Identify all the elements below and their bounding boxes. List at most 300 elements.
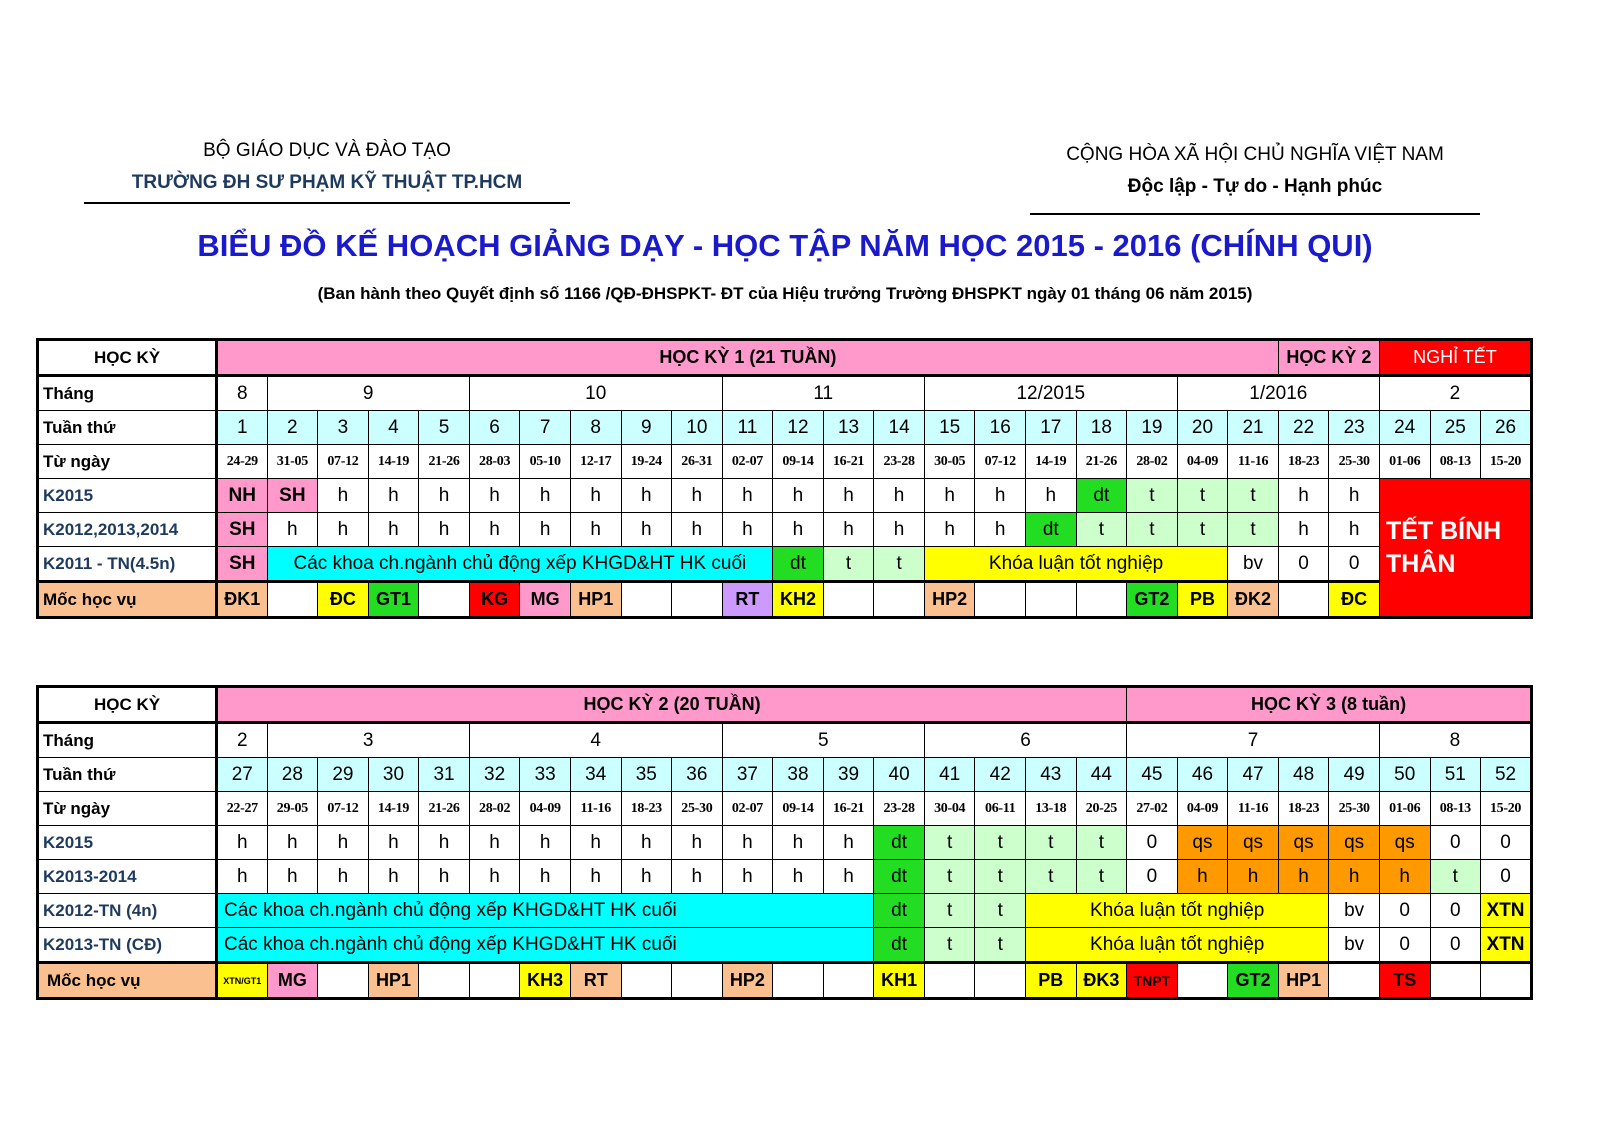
week-date-range: 18-23 bbox=[621, 792, 672, 826]
week-number: 21 bbox=[1228, 411, 1279, 445]
schedule-cell: 0 bbox=[1430, 826, 1481, 860]
month-cell: 3 bbox=[267, 723, 469, 758]
schedule-cell: h bbox=[368, 479, 419, 513]
week-number: 36 bbox=[672, 758, 723, 792]
milestone-cell bbox=[1278, 582, 1329, 618]
week-number: 15 bbox=[924, 411, 975, 445]
milestone-cell bbox=[621, 963, 672, 999]
month-cell: 12/2015 bbox=[924, 376, 1177, 411]
schedule-cell: 0 bbox=[1127, 826, 1178, 860]
week-number: 42 bbox=[975, 758, 1026, 792]
semester-header: HỌC KỲ 2 (20 TUẦN) bbox=[217, 687, 1127, 723]
milestone-cell: KH3 bbox=[520, 963, 571, 999]
milestone-cell: HP2 bbox=[722, 963, 773, 999]
row-k bbox=[38, 894, 1532, 928]
row-label: K2015 bbox=[38, 479, 217, 513]
week-date-range: 07-12 bbox=[318, 445, 369, 479]
week-date-range: 14-19 bbox=[368, 792, 419, 826]
milestone-cell: HP1 bbox=[1278, 963, 1329, 999]
schedule-cell: qs bbox=[1177, 826, 1228, 860]
schedule-cell: XTN bbox=[1481, 928, 1532, 963]
divider bbox=[1030, 213, 1480, 215]
schedule-cell: 0 bbox=[1278, 547, 1329, 582]
week-number: 3 bbox=[318, 411, 369, 445]
schedule-cell: h bbox=[469, 826, 520, 860]
week-date-range: 27-02 bbox=[1127, 792, 1178, 826]
week-date-range: 11-16 bbox=[1228, 792, 1279, 826]
schedule-cell: h bbox=[722, 860, 773, 894]
milestone-cell bbox=[621, 582, 672, 618]
week-number: 39 bbox=[823, 758, 874, 792]
row-label: Tuần thứ bbox=[38, 411, 217, 445]
milestone-cell: PB bbox=[1026, 963, 1077, 999]
schedule-cell: h bbox=[318, 860, 369, 894]
milestone-cell bbox=[975, 963, 1026, 999]
row-label: HỌC KỲ bbox=[38, 340, 217, 376]
week-number: 28 bbox=[267, 758, 318, 792]
row-label: K2015 bbox=[38, 826, 217, 860]
week-date-range: 06-11 bbox=[975, 792, 1026, 826]
week-number: 5 bbox=[419, 411, 470, 445]
schedule-cell: h bbox=[773, 826, 824, 860]
row-week bbox=[38, 411, 1532, 445]
week-date-range: 20-25 bbox=[1076, 792, 1127, 826]
schedule-cell: t bbox=[1127, 479, 1178, 513]
schedule-cell: h bbox=[217, 826, 268, 860]
milestone-cell: ĐK1 bbox=[217, 582, 268, 618]
week-date-range: 24-29 bbox=[217, 445, 268, 479]
semester-header: NGHỈ TẾT bbox=[1379, 340, 1531, 376]
row-k bbox=[38, 479, 1532, 513]
week-date-range: 18-23 bbox=[1278, 445, 1329, 479]
schedule-cell: h bbox=[469, 479, 520, 513]
week-date-range: 09-14 bbox=[773, 792, 824, 826]
semester-header: HỌC KỲ 1 (21 TUẦN) bbox=[217, 340, 1279, 376]
row-hk bbox=[38, 340, 1532, 376]
week-date-range: 28-02 bbox=[469, 792, 520, 826]
schedule-cell: dt bbox=[1076, 479, 1127, 513]
schedule-cell: dt bbox=[1026, 513, 1077, 547]
week-date-range: 18-23 bbox=[1278, 792, 1329, 826]
schedule-cell: h bbox=[217, 860, 268, 894]
row-k bbox=[38, 860, 1532, 894]
week-number: 4 bbox=[368, 411, 419, 445]
schedule-cell: t bbox=[1026, 860, 1077, 894]
schedule-cell: h bbox=[318, 479, 369, 513]
schedule-cell: h bbox=[773, 479, 824, 513]
schedule-cell: Khóa luận tốt nghiệp bbox=[1026, 928, 1329, 963]
row-hk bbox=[38, 687, 1532, 723]
schedule-cell: h bbox=[520, 860, 571, 894]
schedule-cell: bv bbox=[1228, 547, 1279, 582]
schedule-cell: h bbox=[621, 479, 672, 513]
schedule-cell: h bbox=[1329, 860, 1380, 894]
week-number: 51 bbox=[1430, 758, 1481, 792]
tet-holiday-cell: TẾT BÍNH THÂN bbox=[1379, 479, 1531, 618]
week-date-range: 26-31 bbox=[672, 445, 723, 479]
milestone-cell bbox=[823, 582, 874, 618]
schedule-cell: h bbox=[469, 513, 520, 547]
national-motto: Độc lập - Tự do - Hạnh phúc bbox=[1127, 176, 1383, 197]
milestone-cell: HP1 bbox=[570, 582, 621, 618]
schedule-cell: h bbox=[823, 513, 874, 547]
week-number: 47 bbox=[1228, 758, 1279, 792]
schedule-cell: h bbox=[722, 513, 773, 547]
schedule-cell: h bbox=[773, 860, 824, 894]
schedule-cell: 0 bbox=[1481, 860, 1532, 894]
schedule-cell: h bbox=[874, 513, 925, 547]
milestone-cell: HP1 bbox=[368, 963, 419, 999]
week-date-range: 13-18 bbox=[1026, 792, 1077, 826]
week-number: 34 bbox=[570, 758, 621, 792]
schedule-cell: h bbox=[621, 513, 672, 547]
week-number: 16 bbox=[975, 411, 1026, 445]
milestone-cell bbox=[1329, 963, 1380, 999]
milestone-cell: PB bbox=[1177, 582, 1228, 618]
month-cell: 4 bbox=[469, 723, 722, 758]
milestone-cell bbox=[874, 582, 925, 618]
schedule-cell: h bbox=[672, 479, 723, 513]
row-label: Tháng bbox=[38, 376, 217, 411]
milestone-cell bbox=[419, 582, 470, 618]
schedule-cell: 0 bbox=[1430, 894, 1481, 928]
schedule-cell: t bbox=[1177, 479, 1228, 513]
schedule-cell: Khóa luận tốt nghiệp bbox=[1026, 894, 1329, 928]
week-date-range: 14-19 bbox=[368, 445, 419, 479]
schedule-cell: h bbox=[823, 826, 874, 860]
week-date-range: 02-07 bbox=[722, 445, 773, 479]
week-number: 1 bbox=[217, 411, 268, 445]
week-date-range: 07-12 bbox=[975, 445, 1026, 479]
milestone-cell bbox=[1026, 582, 1077, 618]
week-number: 9 bbox=[621, 411, 672, 445]
schedule-cell: t bbox=[823, 547, 874, 582]
milestone-cell bbox=[1076, 582, 1127, 618]
schedule-cell: h bbox=[874, 479, 925, 513]
week-number: 22 bbox=[1278, 411, 1329, 445]
week-number: 29 bbox=[318, 758, 369, 792]
week-number: 45 bbox=[1127, 758, 1178, 792]
schedule-cell: qs bbox=[1329, 826, 1380, 860]
schedule-cell: t bbox=[874, 547, 925, 582]
schedule-cell: dt bbox=[874, 860, 925, 894]
schedule-cell: h bbox=[621, 860, 672, 894]
semester-header: HỌC KỲ 3 (8 tuần) bbox=[1127, 687, 1532, 723]
week-number: 23 bbox=[1329, 411, 1380, 445]
row-label: K2012,2013,2014 bbox=[38, 513, 217, 547]
row-label: Mốc học vụ bbox=[38, 963, 217, 999]
row-month bbox=[38, 723, 1532, 758]
row-label: Tháng bbox=[38, 723, 217, 758]
schedule-cell: h bbox=[1026, 479, 1077, 513]
week-number: 24 bbox=[1379, 411, 1430, 445]
week-number: 38 bbox=[773, 758, 824, 792]
schedule-cell: h bbox=[267, 860, 318, 894]
schedule-cell: h bbox=[318, 513, 369, 547]
schedule-cell: h bbox=[520, 826, 571, 860]
month-cell: 2 bbox=[1379, 376, 1531, 411]
schedule-cell: h bbox=[520, 513, 571, 547]
schedule-cell: h bbox=[1329, 479, 1380, 513]
schedule-cell: h bbox=[318, 826, 369, 860]
schedule-cell: bv bbox=[1329, 928, 1380, 963]
schedule-cell: 0 bbox=[1430, 928, 1481, 963]
schedule-cell: h bbox=[823, 860, 874, 894]
milestone-cell bbox=[1481, 963, 1532, 999]
week-date-range: 25-30 bbox=[1329, 445, 1380, 479]
semester-1-plan-table bbox=[36, 338, 1533, 619]
week-date-range: 09-14 bbox=[773, 445, 824, 479]
schedule-cell: bv bbox=[1329, 894, 1380, 928]
schedule-cell: t bbox=[1026, 826, 1077, 860]
schedule-cell: h bbox=[773, 513, 824, 547]
week-date-range: 05-10 bbox=[520, 445, 571, 479]
schedule-cell: t bbox=[924, 894, 975, 928]
milestone-cell: TS bbox=[1379, 963, 1430, 999]
row-label: Mốc học vụ bbox=[38, 582, 217, 618]
row-k bbox=[38, 547, 1532, 582]
schedule-cell: h bbox=[672, 860, 723, 894]
milestone-cell: RT bbox=[570, 963, 621, 999]
month-cell: 5 bbox=[722, 723, 924, 758]
schedule-cell: h bbox=[1379, 860, 1430, 894]
week-date-range: 04-09 bbox=[1177, 445, 1228, 479]
schedule-cell: h bbox=[621, 826, 672, 860]
month-cell: 11 bbox=[722, 376, 924, 411]
week-date-range: 21-26 bbox=[1076, 445, 1127, 479]
schedule-cell: Các khoa ch.ngành chủ động xếp KHGD&HT HK cuối bbox=[267, 547, 773, 582]
schedule-cell: t bbox=[1076, 826, 1127, 860]
schedule-cell: NH bbox=[217, 479, 268, 513]
milestone-cell: XTN/GT1 bbox=[217, 963, 268, 999]
milestone-cell: ĐK2 bbox=[1228, 582, 1279, 618]
week-number: 8 bbox=[570, 411, 621, 445]
week-date-range: 14-19 bbox=[1026, 445, 1077, 479]
milestone-cell: KH2 bbox=[773, 582, 824, 618]
week-number: 31 bbox=[419, 758, 470, 792]
schedule-cell: qs bbox=[1228, 826, 1279, 860]
schedule-cell: t bbox=[1228, 513, 1279, 547]
page-title: BIỂU ĐỒ KẾ HOẠCH GIẢNG DẠY - HỌC TẬP NĂM HỌC 2015 - 2016 (CHÍNH QUI) bbox=[197, 228, 1373, 263]
schedule-cell: h bbox=[267, 826, 318, 860]
week-number: 52 bbox=[1481, 758, 1532, 792]
row-k bbox=[38, 826, 1532, 860]
week-number: 41 bbox=[924, 758, 975, 792]
week-number: 25 bbox=[1430, 411, 1481, 445]
schedule-cell: qs bbox=[1278, 826, 1329, 860]
schedule-cell: h bbox=[722, 826, 773, 860]
milestone-cell: GT2 bbox=[1127, 582, 1178, 618]
week-number: 44 bbox=[1076, 758, 1127, 792]
schedule-cell: t bbox=[975, 894, 1026, 928]
schedule-cell: t bbox=[1430, 860, 1481, 894]
schedule-cell: h bbox=[1177, 860, 1228, 894]
row-label: K2012-TN (4n) bbox=[38, 894, 217, 928]
schedule-cell: h bbox=[570, 826, 621, 860]
week-date-range: 22-27 bbox=[217, 792, 268, 826]
milestone-cell: RT bbox=[722, 582, 773, 618]
schedule-cell: t bbox=[975, 826, 1026, 860]
schedule-cell: h bbox=[823, 479, 874, 513]
row-k bbox=[38, 928, 1532, 963]
week-date-range: 04-09 bbox=[1177, 792, 1228, 826]
schedule-cell: h bbox=[924, 513, 975, 547]
week-date-range: 08-13 bbox=[1430, 445, 1481, 479]
schedule-cell: t bbox=[1076, 513, 1127, 547]
milestone-cell: ĐC bbox=[1329, 582, 1380, 618]
schedule-cell: 0 bbox=[1379, 928, 1430, 963]
row-label: K2013-2014 bbox=[38, 860, 217, 894]
week-number: 43 bbox=[1026, 758, 1077, 792]
milestone-cell: GT2 bbox=[1228, 963, 1279, 999]
row-label: Từ ngày bbox=[38, 445, 217, 479]
week-number: 49 bbox=[1329, 758, 1380, 792]
schedule-cell: t bbox=[1177, 513, 1228, 547]
row-label: Từ ngày bbox=[38, 792, 217, 826]
week-date-range: 01-06 bbox=[1379, 445, 1430, 479]
week-number: 17 bbox=[1026, 411, 1077, 445]
week-number: 46 bbox=[1177, 758, 1228, 792]
row-date bbox=[38, 792, 1532, 826]
week-number: 35 bbox=[621, 758, 672, 792]
schedule-cell: h bbox=[570, 479, 621, 513]
ministry-block bbox=[84, 140, 570, 194]
row-month bbox=[38, 376, 1532, 411]
row-label: Tuần thứ bbox=[38, 758, 217, 792]
schedule-cell: t bbox=[1076, 860, 1127, 894]
schedule-cell: h bbox=[1278, 479, 1329, 513]
divider bbox=[84, 202, 570, 204]
milestone-cell bbox=[924, 963, 975, 999]
row-mk bbox=[38, 963, 1532, 999]
schedule-cell: h bbox=[520, 479, 571, 513]
schedule-cell: h bbox=[469, 860, 520, 894]
schedule-cell: h bbox=[1278, 860, 1329, 894]
week-date-range: 19-24 bbox=[621, 445, 672, 479]
month-cell: 7 bbox=[1127, 723, 1380, 758]
week-number: 26 bbox=[1481, 411, 1532, 445]
week-date-range: 21-26 bbox=[419, 445, 470, 479]
schedule-cell: t bbox=[924, 928, 975, 963]
school-name: TRƯỜNG ĐH SƯ PHẠM KỸ THUẬT TP.HCM bbox=[131, 172, 523, 193]
schedule-cell: t bbox=[975, 928, 1026, 963]
row-mk bbox=[38, 582, 1532, 618]
schedule-cell: h bbox=[722, 479, 773, 513]
page-subtitle: (Ban hành theo Quyết định số 1166 /QĐ-ĐHSPKT- ĐT của Hiệu trưởng Trường ĐHSPKT ngày 01 tháng 06 năm 2015) bbox=[317, 284, 1253, 303]
week-number: 50 bbox=[1379, 758, 1430, 792]
week-date-range: 29-05 bbox=[267, 792, 318, 826]
week-number: 2 bbox=[267, 411, 318, 445]
week-number: 10 bbox=[672, 411, 723, 445]
schedule-cell: Các khoa ch.ngành chủ động xếp KHGD&HT HK cuối bbox=[217, 928, 874, 963]
semester-header: HỌC KỲ 2 bbox=[1278, 340, 1379, 376]
schedule-cell: qs bbox=[1379, 826, 1430, 860]
milestone-cell: KG bbox=[469, 582, 520, 618]
week-number: 19 bbox=[1127, 411, 1178, 445]
week-number: 30 bbox=[368, 758, 419, 792]
schedule-cell: dt bbox=[874, 826, 925, 860]
milestone-cell bbox=[823, 963, 874, 999]
row-week bbox=[38, 758, 1532, 792]
week-date-range: 16-21 bbox=[823, 445, 874, 479]
schedule-cell: h bbox=[672, 826, 723, 860]
milestone-cell bbox=[318, 963, 369, 999]
milestone-cell: ĐK3 bbox=[1076, 963, 1127, 999]
row-label: K2013-TN (CĐ) bbox=[38, 928, 217, 963]
schedule-cell: h bbox=[975, 479, 1026, 513]
schedule-cell: 0 bbox=[1329, 547, 1380, 582]
schedule-cell: 0 bbox=[1481, 826, 1532, 860]
schedule-cell: h bbox=[975, 513, 1026, 547]
week-date-range: 31-05 bbox=[267, 445, 318, 479]
week-date-range: 15-20 bbox=[1481, 445, 1532, 479]
schedule-cell: Khóa luận tốt nghiệp bbox=[924, 547, 1227, 582]
schedule-cell: h bbox=[1329, 513, 1380, 547]
week-date-range: 23-28 bbox=[874, 792, 925, 826]
week-date-range: 30-04 bbox=[924, 792, 975, 826]
week-number: 14 bbox=[874, 411, 925, 445]
schedule-cell: SH bbox=[217, 513, 268, 547]
week-date-range: 25-30 bbox=[1329, 792, 1380, 826]
schedule-cell: h bbox=[368, 860, 419, 894]
schedule-cell: 0 bbox=[1379, 894, 1430, 928]
milestone-cell bbox=[773, 963, 824, 999]
week-date-range: 11-16 bbox=[1228, 445, 1279, 479]
week-number: 11 bbox=[722, 411, 773, 445]
schedule-cell: t bbox=[924, 860, 975, 894]
schedule-cell: t bbox=[975, 860, 1026, 894]
schedule-cell: h bbox=[419, 513, 470, 547]
schedule-cell: t bbox=[924, 826, 975, 860]
week-date-range: 21-26 bbox=[419, 792, 470, 826]
schedule-cell: h bbox=[419, 860, 470, 894]
month-cell: 6 bbox=[924, 723, 1126, 758]
schedule-cell: h bbox=[672, 513, 723, 547]
milestone-cell: GT1 bbox=[368, 582, 419, 618]
week-number: 18 bbox=[1076, 411, 1127, 445]
schedule-cell: SH bbox=[267, 479, 318, 513]
milestone-cell bbox=[672, 582, 723, 618]
row-label: HỌC KỲ bbox=[38, 687, 217, 723]
milestone-cell bbox=[267, 582, 318, 618]
schedule-cell: SH bbox=[217, 547, 268, 582]
schedule-cell: h bbox=[1228, 860, 1279, 894]
week-number: 12 bbox=[773, 411, 824, 445]
milestone-cell bbox=[469, 963, 520, 999]
week-date-range: 28-02 bbox=[1127, 445, 1178, 479]
schedule-cell: t bbox=[1228, 479, 1279, 513]
milestone-cell: MG bbox=[267, 963, 318, 999]
week-date-range: 02-07 bbox=[722, 792, 773, 826]
week-number: 13 bbox=[823, 411, 874, 445]
republic-block bbox=[1020, 144, 1490, 198]
schedule-cell: dt bbox=[874, 894, 925, 928]
schedule-cell: h bbox=[570, 513, 621, 547]
milestone-cell: TNPT bbox=[1127, 963, 1178, 999]
schedule-cell: h bbox=[570, 860, 621, 894]
week-date-range: 16-21 bbox=[823, 792, 874, 826]
republic-name: CỘNG HÒA XÃ HỘI CHỦ NGHĨA VIỆT NAM bbox=[1066, 144, 1444, 165]
week-number: 48 bbox=[1278, 758, 1329, 792]
milestone-cell bbox=[1430, 963, 1481, 999]
schedule-cell: h bbox=[419, 826, 470, 860]
month-cell: 2 bbox=[217, 723, 268, 758]
week-date-range: 25-30 bbox=[672, 792, 723, 826]
week-date-range: 15-20 bbox=[1481, 792, 1532, 826]
week-number: 27 bbox=[217, 758, 268, 792]
schedule-cell: 0 bbox=[1127, 860, 1178, 894]
week-number: 32 bbox=[469, 758, 520, 792]
